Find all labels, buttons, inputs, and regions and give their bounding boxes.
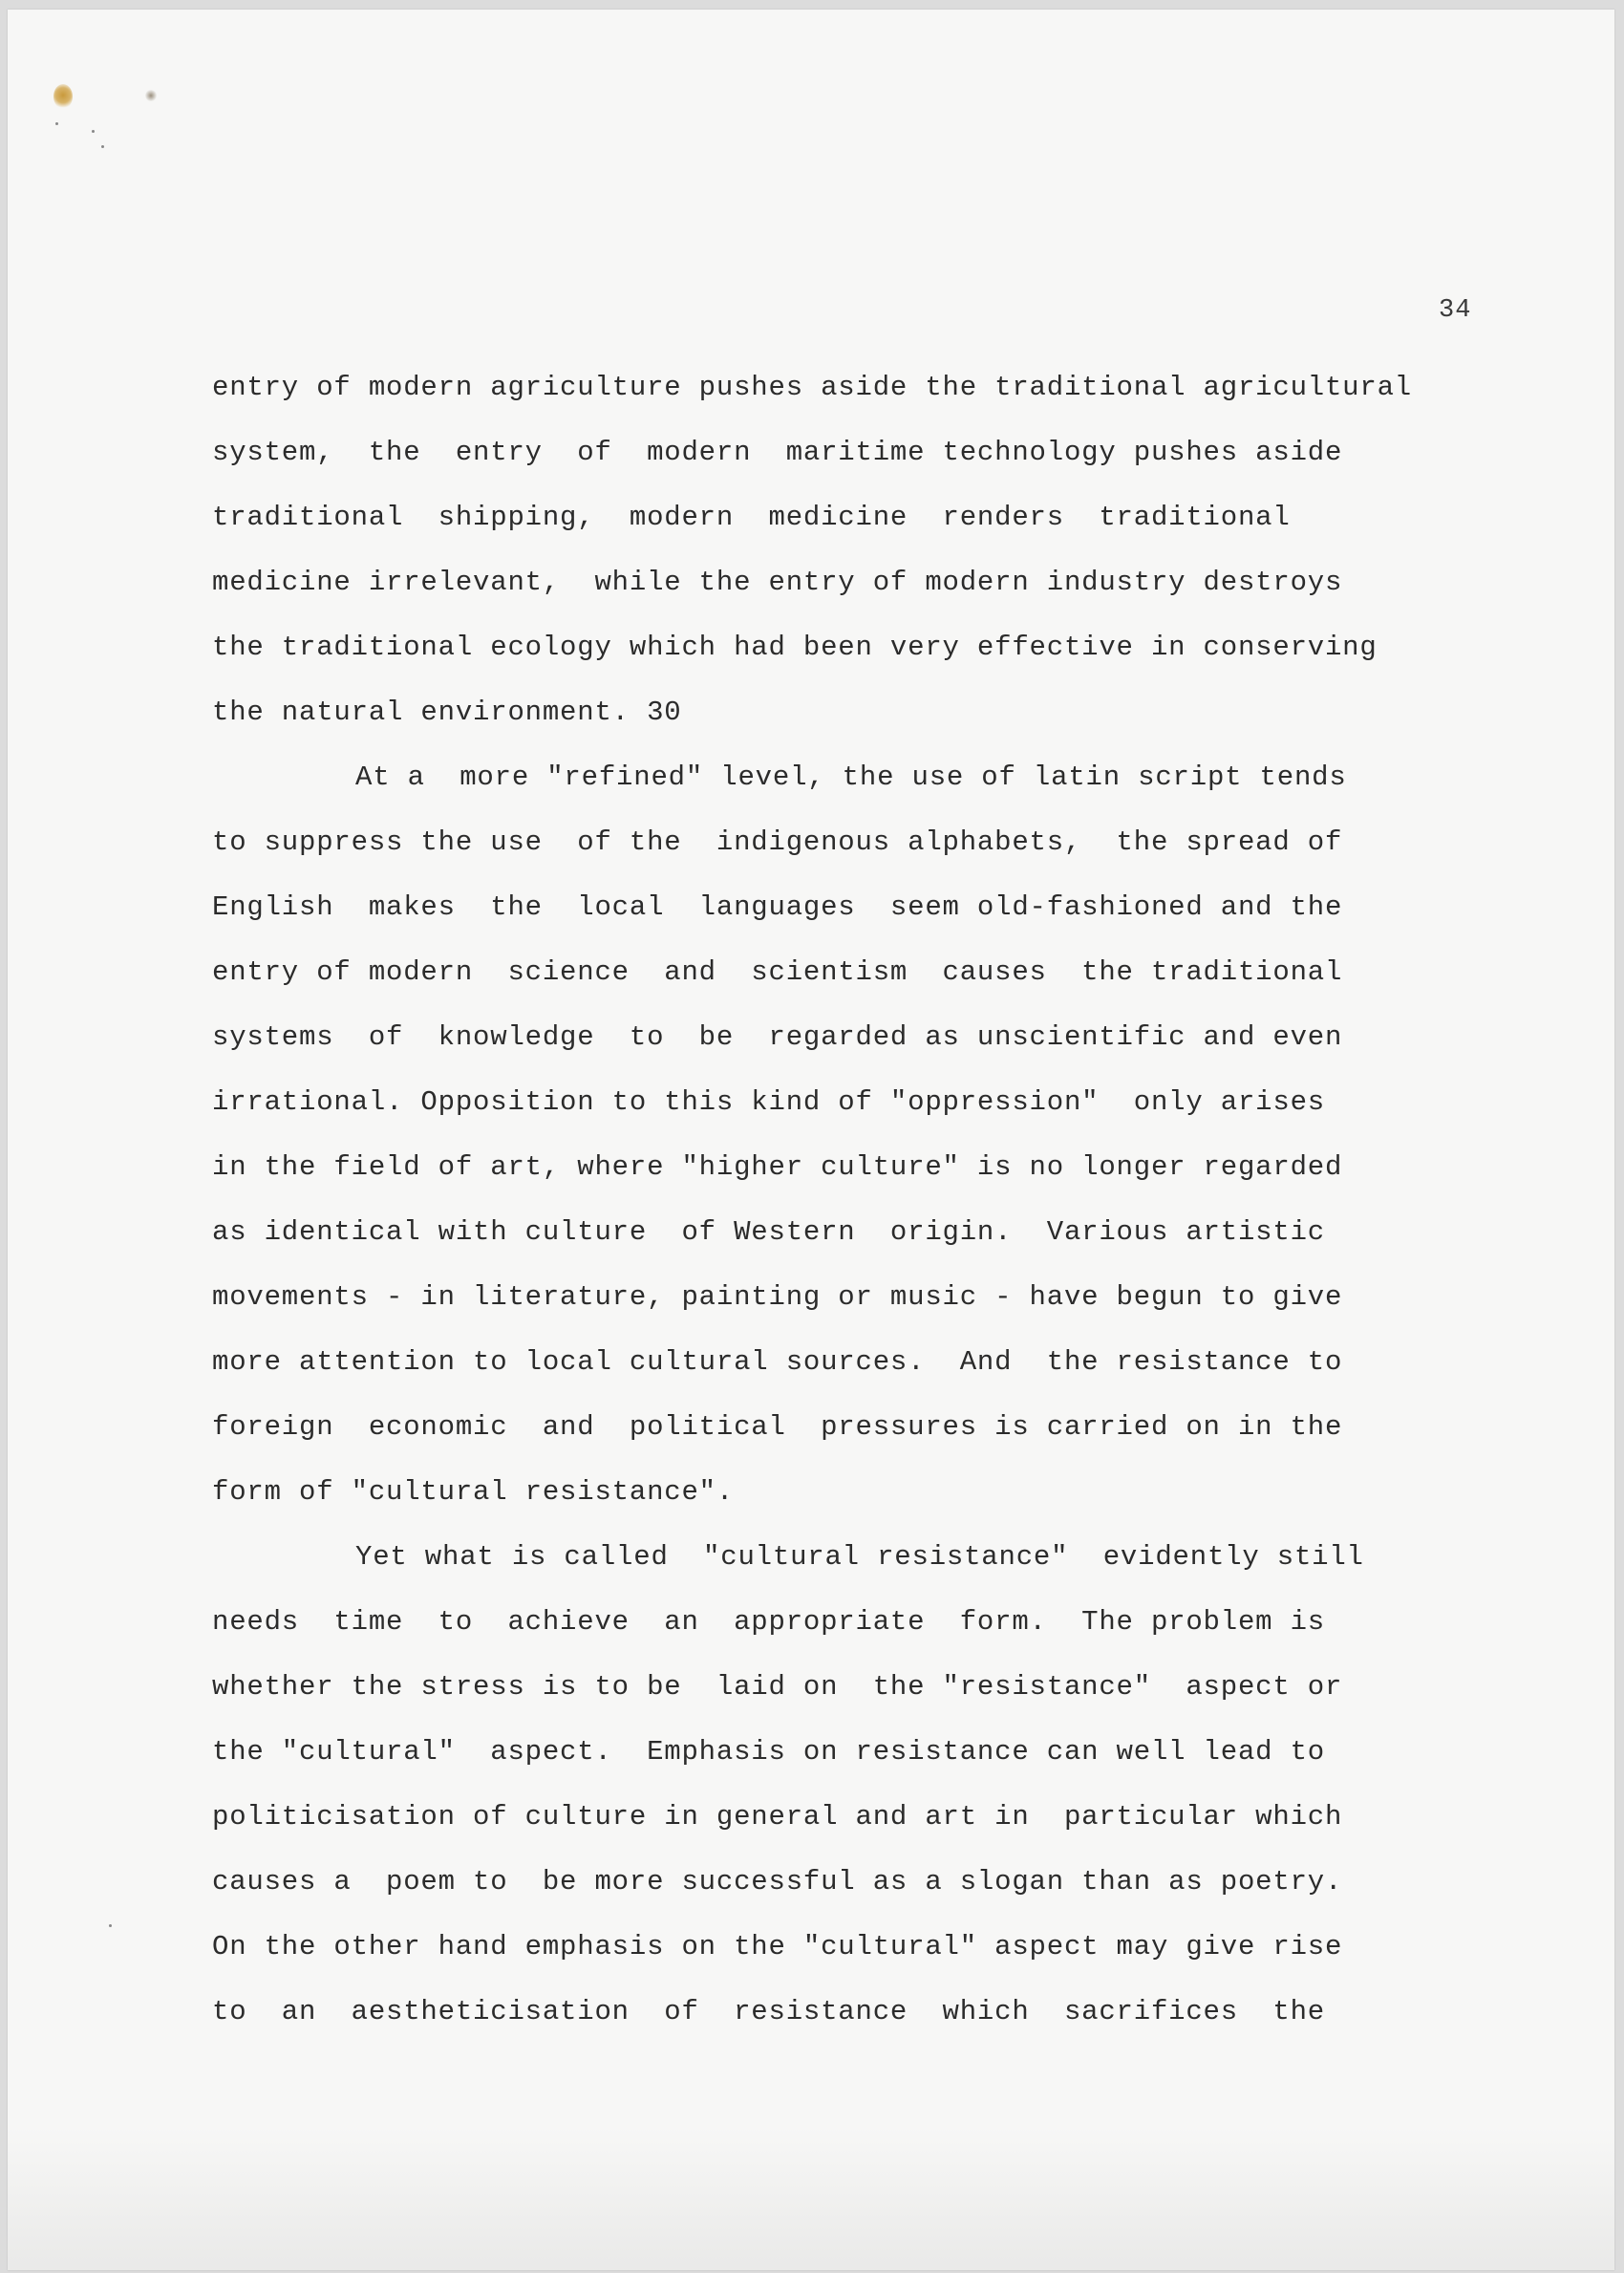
text-line: causes a poem to be more successful as a slogan than as poetry. xyxy=(212,1866,1343,1898)
text-line: more attention to local cultural sources. And the resistance to xyxy=(212,1346,1343,1378)
text-line: Yet what is called "cultural resistance" evidently still xyxy=(355,1541,1364,1573)
body-text xyxy=(212,355,1569,2045)
text-line: foreign economic and political pressures is carried on in the xyxy=(212,1411,1343,1443)
text-line: to suppress the use of the indigenous alphabets, the spread of xyxy=(212,826,1343,858)
text-line: the traditional ecology which had been very effective in conserving xyxy=(212,632,1378,663)
dust-speck xyxy=(92,130,95,133)
text-line: system, the entry of modern maritime technology pushes aside xyxy=(212,437,1343,468)
page-number: 34 xyxy=(1439,296,1472,325)
text-line: form of "cultural resistance". xyxy=(212,1476,735,1508)
stain-mark xyxy=(145,90,157,101)
text-line: needs time to achieve an appropriate form. The problem is xyxy=(212,1606,1325,1638)
text-line: English makes the local languages seem old-fashioned and the xyxy=(212,891,1343,923)
text-line: in the field of art, where "higher culture" is no longer regarded xyxy=(212,1151,1343,1183)
text-line: the "cultural" aspect. Emphasis on resistance can well lead to xyxy=(212,1736,1325,1768)
text-line: irrational. Opposition to this kind of "oppression" only arises xyxy=(212,1086,1325,1118)
dust-speck xyxy=(109,1924,112,1927)
text-line: the natural environment. 30 xyxy=(212,697,682,728)
text-line: as identical with culture of Western origin. Various artistic xyxy=(212,1216,1325,1248)
text-line: medicine irrelevant, while the entry of modern industry destroys xyxy=(212,567,1343,598)
dust-speck xyxy=(55,122,58,125)
text-line: to an aestheticisation of resistance which sacrifices the xyxy=(212,1996,1325,2027)
dust-speck xyxy=(101,145,104,148)
text-line: systems of knowledge to be regarded as unscientific and even xyxy=(212,1021,1343,1053)
text-line: On the other hand emphasis on the "cultural" aspect may give rise xyxy=(212,1931,1343,1962)
text-line: At a more "refined" level, the use of latin script tends xyxy=(355,761,1347,793)
text-line: whether the stress is to be laid on the "resistance" aspect or xyxy=(212,1671,1343,1703)
text-line: politicisation of culture in general and art in particular which xyxy=(212,1801,1343,1833)
text-line: traditional shipping, modern medicine renders traditional xyxy=(212,502,1291,533)
text-line: movements - in literature, painting or music - have begun to give xyxy=(212,1281,1343,1313)
text-line: entry of modern science and scientism causes the traditional xyxy=(212,956,1343,988)
document-page xyxy=(8,10,1614,2270)
text-line: entry of modern agriculture pushes aside the traditional agricultural xyxy=(212,372,1412,403)
stain-mark xyxy=(53,84,73,109)
